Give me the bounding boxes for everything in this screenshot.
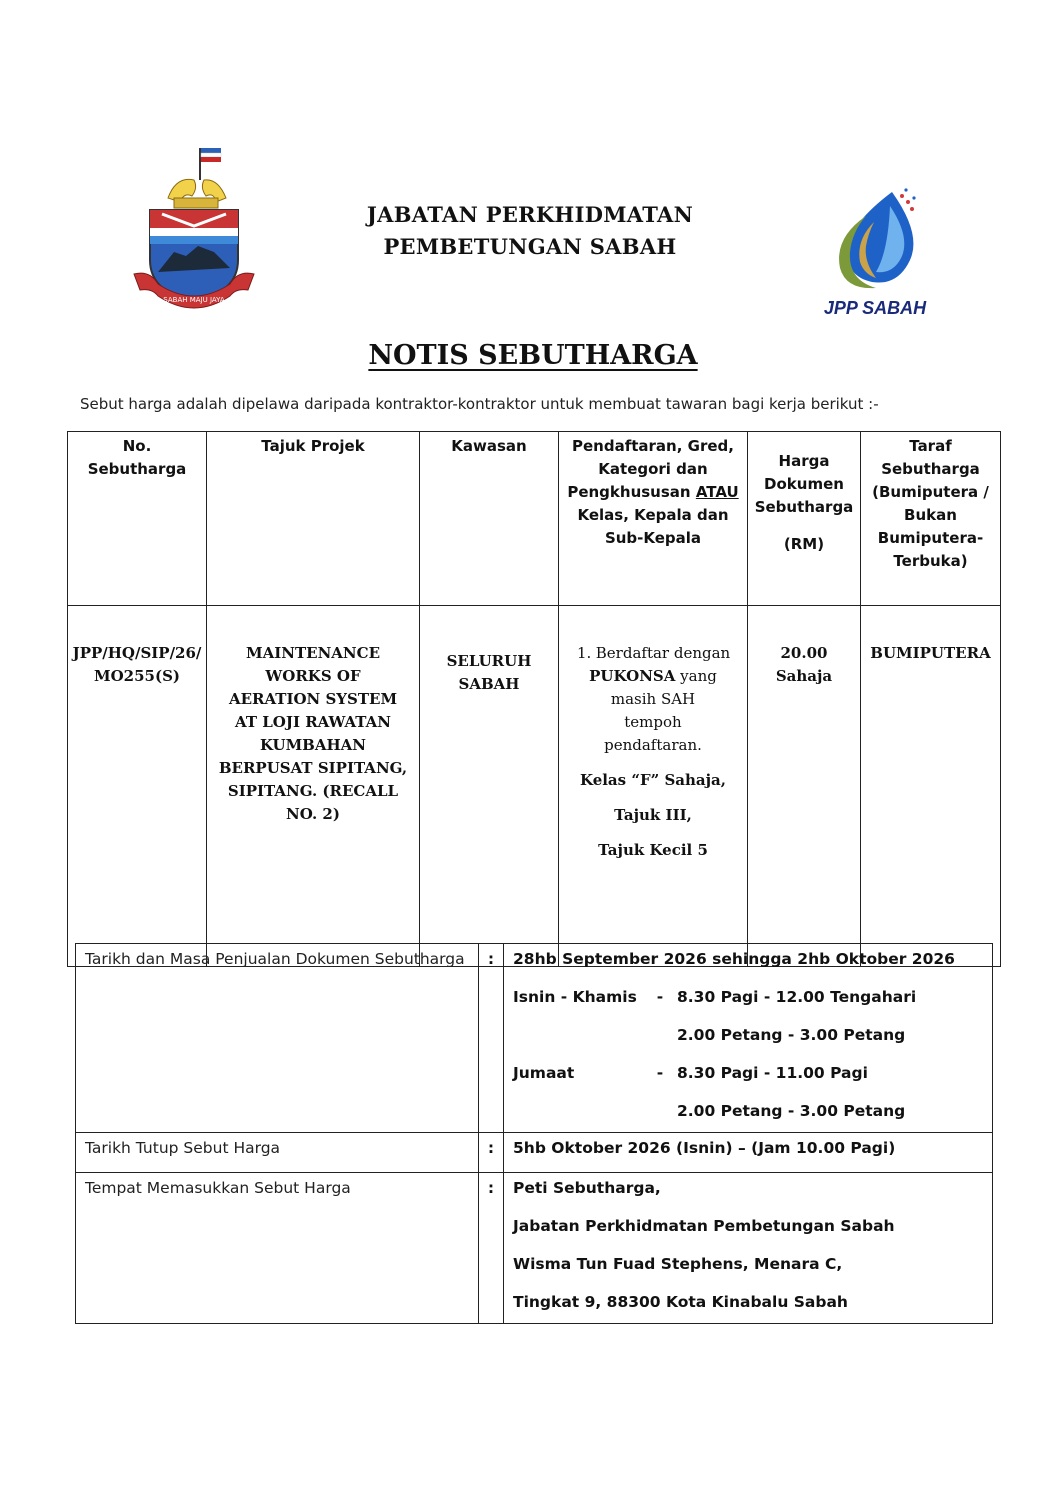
colon: : [479,944,504,1133]
quotation-table [67,431,1001,967]
department-name-line1: JABATAN PERKHIDMATAN [366,202,694,227]
info-table [75,943,993,1324]
cell-no-sebutharga: JPP/HQ/SIP/26/ MO255(S) [68,606,207,967]
department-name-line2: PEMBETUNGAN SABAH [383,234,677,259]
header-no-sebutharga: No. Sebutharga [68,432,207,606]
sabah-crest-logo [128,140,260,318]
address-line: Jabatan Perkhidmatan Pembetungan Sabah [513,1217,895,1235]
schedule-row: Jumaat - 8.30 Pagi - 11.00 Pagi [513,1064,868,1082]
colon: : [479,1133,504,1173]
jpp-sabah-droplet-logo [826,182,926,294]
sale-details [504,944,993,1133]
cell-kawasan: SELURUH SABAH [420,606,559,967]
header-taraf-sebutharga: Taraf Sebutharga (Bumiputera / Bukan Bumiputera- Terbuka) [861,432,1001,606]
header-harga-dokumen: Harga Dokumen Sebutharga (RM) [748,432,861,606]
schedule-row: 2.00 Petang - 3.00 Petang [677,1102,906,1120]
info-row-sale [76,944,993,1133]
sale-dates: 28hb September 2026 sehingga 2hb Oktober 2026 [513,950,955,968]
address-line: Peti Sebutharga, [513,1179,661,1197]
address-line: Tingkat 9, 88300 Kota Kinabalu Sabah [513,1293,848,1311]
cell-taraf: BUMIPUTERA [861,606,1001,967]
header-tajuk-projek: Tajuk Projek [207,432,420,606]
cell-pendaftaran: 1. Berdaftar dengan PUKONSA yang masih SAH tempoh pendaftaran. Kelas “F” Sahaja, Tajuk III, Tajuk Kecil 5 [559,606,748,967]
sale-label: Tarikh dan Masa Penjualan Dokumen Sebutharga [76,944,479,1133]
close-label: Tarikh Tutup Sebut Harga [76,1133,479,1173]
header-pendaftaran: Pendaftaran, Gred, Kategori dan Pengkhususan ATAU Kelas, Kepala dan Sub-Kepala [559,432,748,606]
crest-motto: SABAH MAJU JAYA [163,296,225,304]
table-row [68,606,1001,967]
colon: : [479,1173,504,1324]
notice-title: NOTIS SEBUTHARGA [368,340,698,371]
intro-text: Sebut harga adalah dipelawa daripada kontraktor-kontraktor untuk membuat tawaran bagi kerja berikut :- [80,395,879,413]
table-header-row [68,432,1001,606]
schedule-row: Isnin - Khamis - 8.30 Pagi - 12.00 Tengahari [513,988,917,1006]
jpp-sabah-logo-text: JPP SABAH [823,298,927,318]
header-kawasan: Kawasan [420,432,559,606]
place-label: Tempat Memasukkan Sebut Harga [76,1173,479,1324]
schedule-row: 2.00 Petang - 3.00 Petang [677,1026,906,1044]
place-address [504,1173,993,1324]
address-line: Wisma Tun Fuad Stephens, Menara C, [513,1255,843,1273]
info-row-close [76,1133,993,1173]
cell-tajuk-projek: MAINTENANCE WORKS OF AERATION SYSTEM AT LOJI RAWATAN KUMBAHAN BERPUSAT SIPITANG, SIPITANG. (RECALL NO. 2) [207,606,420,967]
close-value: 5hb Oktober 2026 (Isnin) – (Jam 10.00 Pagi) [504,1133,993,1173]
info-row-place [76,1173,993,1324]
cell-harga: 20.00 Sahaja [748,606,861,967]
